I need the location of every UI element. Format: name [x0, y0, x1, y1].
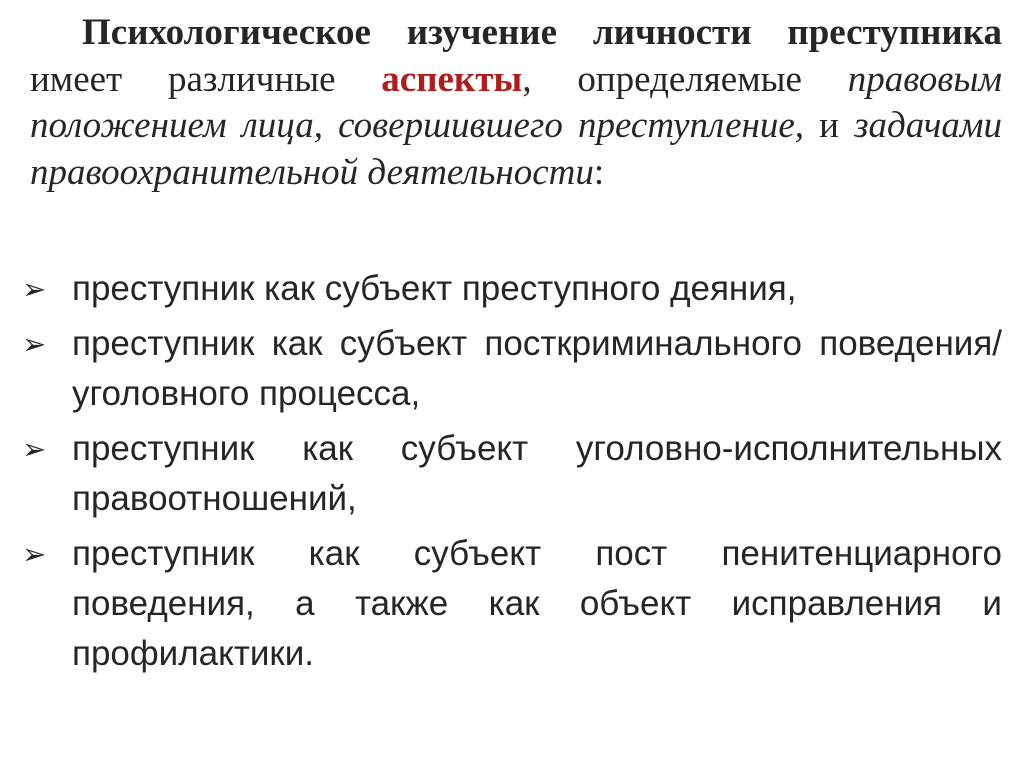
arrow-bullet-icon: ➢: [22, 432, 47, 466]
arrow-bullet-icon: ➢: [22, 327, 47, 361]
list-item-text: преступник как субъект пост пенитенциарного поведения, а также как объект исправления и профилактики.: [72, 534, 1002, 673]
arrow-bullet-icon: ➢: [22, 272, 47, 306]
intro-italic-2: задачами правоохранительной деятельности: [30, 105, 1002, 193]
intro-lead-bold: Психологическое изучение личности преступника: [82, 12, 1002, 53]
intro-italic-1: правовым положением лица, совершившего преступление,: [30, 58, 1002, 146]
list-item-text: преступник как субъект преступного деяния,: [72, 269, 797, 308]
list-item: [22, 264, 1002, 314]
list-item-text: преступник как субъект уголовно-исполнительных правоотношений,: [72, 429, 1002, 518]
list-item-text: преступник как субъект посткриминального поведения/уголовного процесса,: [72, 324, 1002, 413]
intro-accent-word: аспекты: [381, 58, 523, 100]
aspects-list: [22, 264, 1002, 684]
intro-colon: :: [593, 151, 605, 193]
intro-after-accent: , определяемые: [522, 58, 848, 100]
intro-lead-rest: имеет различные: [30, 58, 382, 100]
list-item: [22, 319, 1002, 419]
intro-connector: и: [804, 105, 855, 146]
arrow-bullet-icon: ➢: [22, 537, 47, 571]
intro-paragraph: [30, 10, 1002, 196]
list-item: [22, 424, 1002, 524]
list-item: [22, 529, 1002, 679]
